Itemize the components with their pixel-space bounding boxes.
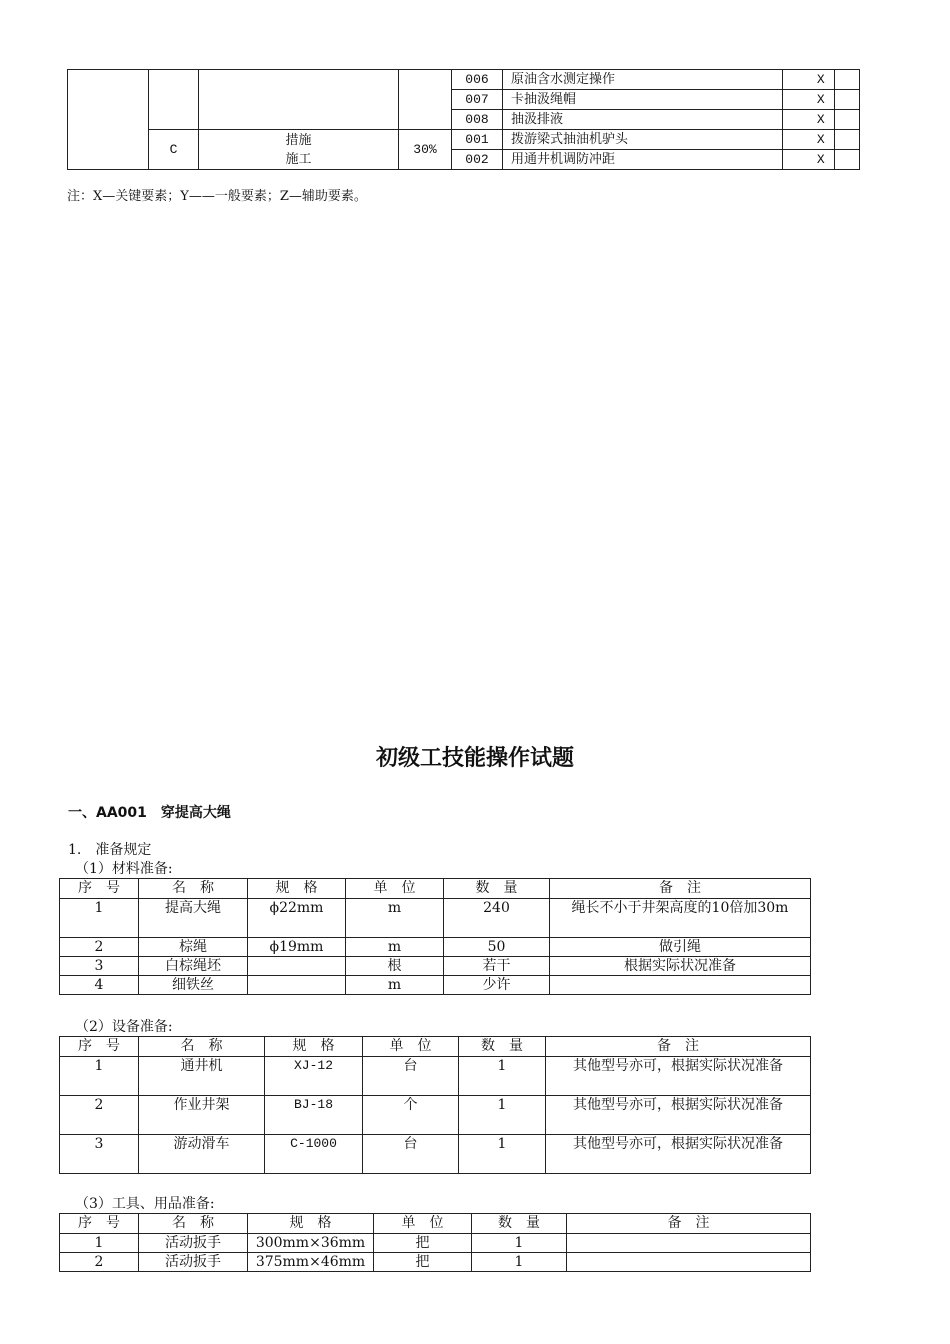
table-row: 2 活动扳手 375mm×46mm 把 1 bbox=[60, 1253, 811, 1272]
table-row: 1 通井机 XJ-12 台 1 其他型号亦可，根据实际状况准备 bbox=[60, 1057, 811, 1096]
page-title: 初级工技能操作试题 bbox=[375, 746, 574, 771]
prep-heading: 1. 准备规定 bbox=[68, 842, 152, 858]
table-row: 008 抽汲排液 X bbox=[68, 110, 860, 130]
table-row: 002 用通井机调防冲距 X bbox=[68, 150, 860, 170]
tools-heading: （3）工具、用品准备: bbox=[75, 1196, 215, 1212]
materials-table bbox=[59, 878, 811, 995]
table-header-row: 序 号 名 称 规 格 单 位 数 量 备 注 bbox=[60, 1037, 811, 1057]
equipment-table bbox=[59, 1036, 811, 1174]
table-row: 4 细铁丝 m 少许 bbox=[60, 976, 811, 995]
table-row: 1 活动扳手 300mm×36mm 把 1 bbox=[60, 1234, 811, 1253]
table-row: 2 作业井架 BJ-18 个 1 其他型号亦可，根据实际状况准备 bbox=[60, 1096, 811, 1135]
tools-table bbox=[59, 1213, 811, 1272]
legend-note: 注：X—关键要素；Y——一般要素；Z—辅助要素。 bbox=[67, 189, 367, 204]
element-table bbox=[67, 69, 860, 170]
materials-heading: （1）材料准备: bbox=[75, 861, 173, 877]
table-row: 007 卡抽汲绳帽 X bbox=[68, 90, 860, 110]
table-row: 3 游动滑车 C-1000 台 1 其他型号亦可，根据实际状况准备 bbox=[60, 1135, 811, 1174]
table-row: 3 白棕绳坯 根 若干 根据实际状况准备 bbox=[60, 957, 811, 976]
table-row: 006 原油含水测定操作 X bbox=[68, 70, 860, 90]
section-heading: 一、AA001 穿提高大绳 bbox=[68, 805, 231, 821]
table-row: 1 提高大绳 ϕ22mm m 240 绳长不小于井架高度的10倍加30m bbox=[60, 899, 811, 938]
equipment-heading: （2）设备准备: bbox=[75, 1019, 173, 1035]
table-header-row: 序 号 名 称 规 格 单 位 数 量 备 注 bbox=[60, 1214, 811, 1234]
table-row: C 措施 施工 30% 001 拨游梁式抽油机驴头 X bbox=[68, 130, 860, 150]
table-row: 2 棕绳 ϕ19mm m 50 做引绳 bbox=[60, 938, 811, 957]
table-header-row: 序 号 名 称 规 格 单 位 数 量 备 注 bbox=[60, 879, 811, 899]
